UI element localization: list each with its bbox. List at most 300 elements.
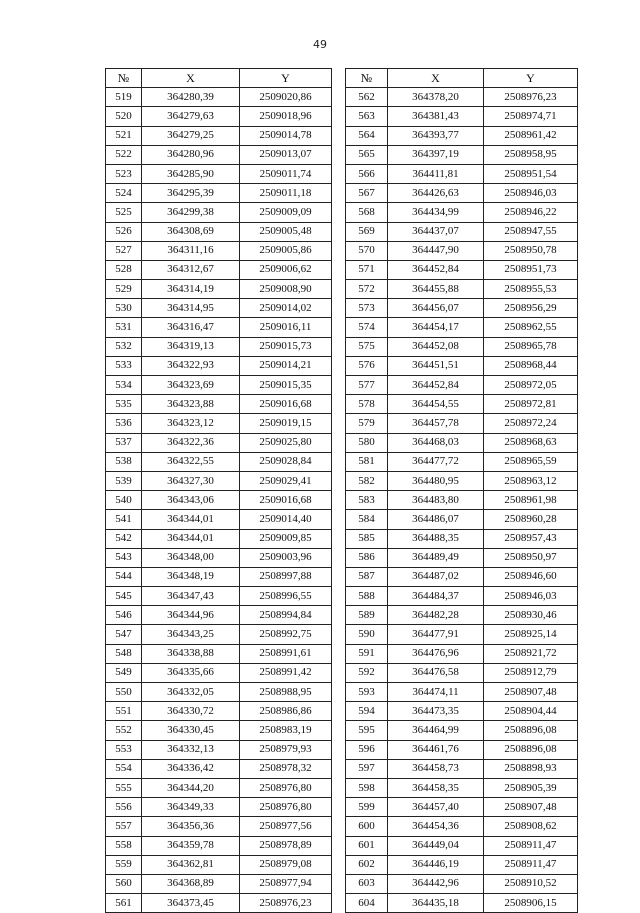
right-y-coordinate: 2508958,95	[484, 145, 578, 164]
left-x-coordinate: 364323,88	[142, 395, 240, 414]
right-point-number: 565	[346, 145, 388, 164]
left-y-coordinate: 2509014,21	[240, 356, 332, 375]
left-y-coordinate: 2509020,86	[240, 88, 332, 107]
right-y-coordinate: 2508925,14	[484, 625, 578, 644]
column-gap	[332, 203, 346, 222]
right-y-coordinate: 2508911,47	[484, 855, 578, 874]
left-y-coordinate: 2509029,41	[240, 471, 332, 490]
right-x-coordinate: 364434,99	[388, 203, 484, 222]
left-y-coordinate: 2508991,61	[240, 644, 332, 663]
right-y-coordinate: 2508965,59	[484, 452, 578, 471]
left-point-number: 530	[106, 299, 142, 318]
left-y-coordinate: 2508983,19	[240, 721, 332, 740]
column-gap	[332, 894, 346, 913]
right-y-coordinate: 2508908,62	[484, 817, 578, 836]
table-row	[106, 798, 578, 817]
left-y-coordinate: 2509014,78	[240, 126, 332, 145]
table-row	[106, 414, 578, 433]
left-x-coordinate: 364336,42	[142, 759, 240, 778]
header-y-right: Y	[484, 69, 578, 88]
table-row	[106, 280, 578, 299]
column-gap	[332, 778, 346, 797]
right-y-coordinate: 2508904,44	[484, 702, 578, 721]
left-point-number: 560	[106, 874, 142, 893]
table-row	[106, 625, 578, 644]
column-gap	[332, 817, 346, 836]
table-row	[106, 299, 578, 318]
right-x-coordinate: 364397,19	[388, 145, 484, 164]
right-x-coordinate: 364477,72	[388, 452, 484, 471]
left-x-coordinate: 364335,66	[142, 663, 240, 682]
right-x-coordinate: 364457,78	[388, 414, 484, 433]
table-row	[106, 874, 578, 893]
column-gap	[332, 260, 346, 279]
left-x-coordinate: 364323,12	[142, 414, 240, 433]
left-y-coordinate: 2509016,68	[240, 395, 332, 414]
table-row	[106, 510, 578, 529]
table-row	[106, 759, 578, 778]
right-point-number: 579	[346, 414, 388, 433]
column-gap	[332, 164, 346, 183]
left-y-coordinate: 2508986,86	[240, 702, 332, 721]
left-point-number: 553	[106, 740, 142, 759]
right-x-coordinate: 364454,17	[388, 318, 484, 337]
left-x-coordinate: 364338,88	[142, 644, 240, 663]
left-y-coordinate: 2509005,48	[240, 222, 332, 241]
table-row	[106, 126, 578, 145]
right-y-coordinate: 2508946,22	[484, 203, 578, 222]
left-y-coordinate: 2508976,80	[240, 778, 332, 797]
table-row	[106, 184, 578, 203]
column-gap	[332, 683, 346, 702]
column-gap	[332, 88, 346, 107]
left-point-number: 556	[106, 798, 142, 817]
left-point-number: 522	[106, 145, 142, 164]
column-gap	[332, 107, 346, 126]
left-x-coordinate: 364332,05	[142, 683, 240, 702]
right-point-number: 604	[346, 894, 388, 913]
right-y-coordinate: 2508950,97	[484, 548, 578, 567]
right-point-number: 586	[346, 548, 388, 567]
right-y-coordinate: 2508907,48	[484, 683, 578, 702]
left-point-number: 558	[106, 836, 142, 855]
right-point-number: 572	[346, 280, 388, 299]
column-gap	[332, 836, 346, 855]
left-x-coordinate: 364316,47	[142, 318, 240, 337]
column-gap	[332, 433, 346, 452]
column-gap	[332, 69, 346, 88]
right-x-coordinate: 364437,07	[388, 222, 484, 241]
left-point-number: 543	[106, 548, 142, 567]
column-gap	[332, 663, 346, 682]
right-y-coordinate: 2508907,48	[484, 798, 578, 817]
column-gap	[332, 625, 346, 644]
left-y-coordinate: 2509028,84	[240, 452, 332, 471]
column-gap	[332, 606, 346, 625]
table-row	[106, 203, 578, 222]
left-point-number: 524	[106, 184, 142, 203]
column-gap	[332, 318, 346, 337]
left-y-coordinate: 2508978,32	[240, 759, 332, 778]
left-point-number: 540	[106, 491, 142, 510]
left-x-coordinate: 364330,72	[142, 702, 240, 721]
header-number-left: №	[106, 69, 142, 88]
right-y-coordinate: 2508957,43	[484, 529, 578, 548]
right-x-coordinate: 364489,49	[388, 548, 484, 567]
column-gap	[332, 798, 346, 817]
right-point-number: 576	[346, 356, 388, 375]
left-x-coordinate: 364299,38	[142, 203, 240, 222]
left-point-number: 539	[106, 471, 142, 490]
right-point-number: 577	[346, 376, 388, 395]
right-y-coordinate: 2508911,47	[484, 836, 578, 855]
right-point-number: 590	[346, 625, 388, 644]
left-point-number: 554	[106, 759, 142, 778]
page-number: 49	[313, 38, 327, 51]
table-body	[106, 88, 578, 913]
left-y-coordinate: 2508996,55	[240, 587, 332, 606]
column-gap	[332, 376, 346, 395]
table-row	[106, 836, 578, 855]
right-x-coordinate: 364482,28	[388, 606, 484, 625]
header-y-left: Y	[240, 69, 332, 88]
right-y-coordinate: 2508955,53	[484, 280, 578, 299]
right-point-number: 600	[346, 817, 388, 836]
left-point-number: 559	[106, 855, 142, 874]
table-row	[106, 356, 578, 375]
left-x-coordinate: 364332,13	[142, 740, 240, 759]
right-x-coordinate: 364476,96	[388, 644, 484, 663]
header-number-right: №	[346, 69, 388, 88]
column-gap	[332, 241, 346, 260]
left-y-coordinate: 2508977,56	[240, 817, 332, 836]
left-y-coordinate: 2509018,96	[240, 107, 332, 126]
column-gap	[332, 452, 346, 471]
left-y-coordinate: 2509008,90	[240, 280, 332, 299]
right-x-coordinate: 364480,95	[388, 471, 484, 490]
left-point-number: 546	[106, 606, 142, 625]
right-y-coordinate: 2508974,71	[484, 107, 578, 126]
right-point-number: 595	[346, 721, 388, 740]
left-point-number: 528	[106, 260, 142, 279]
right-x-coordinate: 364446,19	[388, 855, 484, 874]
right-y-coordinate: 2508946,03	[484, 587, 578, 606]
left-point-number: 544	[106, 567, 142, 586]
left-y-coordinate: 2509009,85	[240, 529, 332, 548]
right-y-coordinate: 2508961,98	[484, 491, 578, 510]
left-x-coordinate: 364279,25	[142, 126, 240, 145]
right-point-number: 583	[346, 491, 388, 510]
left-x-coordinate: 364280,96	[142, 145, 240, 164]
right-point-number: 593	[346, 683, 388, 702]
left-x-coordinate: 364322,36	[142, 433, 240, 452]
right-x-coordinate: 364461,76	[388, 740, 484, 759]
right-x-coordinate: 364452,84	[388, 376, 484, 395]
table-row	[106, 606, 578, 625]
left-point-number: 532	[106, 337, 142, 356]
left-x-coordinate: 364344,20	[142, 778, 240, 797]
left-point-number: 526	[106, 222, 142, 241]
left-point-number: 531	[106, 318, 142, 337]
left-point-number: 542	[106, 529, 142, 548]
right-x-coordinate: 364454,36	[388, 817, 484, 836]
column-gap	[332, 510, 346, 529]
left-point-number: 545	[106, 587, 142, 606]
left-point-number: 550	[106, 683, 142, 702]
left-point-number: 549	[106, 663, 142, 682]
left-point-number: 536	[106, 414, 142, 433]
left-x-coordinate: 364344,01	[142, 529, 240, 548]
left-point-number: 525	[106, 203, 142, 222]
left-x-coordinate: 364348,19	[142, 567, 240, 586]
left-point-number: 521	[106, 126, 142, 145]
right-y-coordinate: 2508946,60	[484, 567, 578, 586]
right-y-coordinate: 2508905,39	[484, 778, 578, 797]
column-gap	[332, 491, 346, 510]
right-point-number: 569	[346, 222, 388, 241]
column-gap	[332, 126, 346, 145]
right-point-number: 563	[346, 107, 388, 126]
right-y-coordinate: 2508896,08	[484, 721, 578, 740]
right-x-coordinate: 364447,90	[388, 241, 484, 260]
right-point-number: 603	[346, 874, 388, 893]
left-point-number: 557	[106, 817, 142, 836]
right-point-number: 601	[346, 836, 388, 855]
left-y-coordinate: 2508992,75	[240, 625, 332, 644]
column-gap	[332, 184, 346, 203]
right-x-coordinate: 364487,02	[388, 567, 484, 586]
column-gap	[332, 337, 346, 356]
left-y-coordinate: 2508976,80	[240, 798, 332, 817]
right-y-coordinate: 2508947,55	[484, 222, 578, 241]
table-row	[106, 894, 578, 913]
right-point-number: 580	[346, 433, 388, 452]
right-point-number: 564	[346, 126, 388, 145]
table-row	[106, 740, 578, 759]
right-x-coordinate: 364442,96	[388, 874, 484, 893]
left-y-coordinate: 2509019,15	[240, 414, 332, 433]
right-point-number: 588	[346, 587, 388, 606]
left-y-coordinate: 2509003,96	[240, 548, 332, 567]
right-point-number: 598	[346, 778, 388, 797]
right-x-coordinate: 364451,51	[388, 356, 484, 375]
table-row	[106, 702, 578, 721]
left-x-coordinate: 364322,55	[142, 452, 240, 471]
right-y-coordinate: 2508960,28	[484, 510, 578, 529]
left-y-coordinate: 2509016,68	[240, 491, 332, 510]
left-point-number: 519	[106, 88, 142, 107]
right-x-coordinate: 364449,04	[388, 836, 484, 855]
right-y-coordinate: 2508896,08	[484, 740, 578, 759]
right-x-coordinate: 364456,07	[388, 299, 484, 318]
left-x-coordinate: 364327,30	[142, 471, 240, 490]
table-row	[106, 491, 578, 510]
right-y-coordinate: 2508956,29	[484, 299, 578, 318]
right-x-coordinate: 364464,99	[388, 721, 484, 740]
table-row	[106, 452, 578, 471]
left-x-coordinate: 364348,00	[142, 548, 240, 567]
table-row	[106, 529, 578, 548]
right-point-number: 596	[346, 740, 388, 759]
right-point-number: 589	[346, 606, 388, 625]
left-x-coordinate: 364311,16	[142, 241, 240, 260]
column-gap	[332, 356, 346, 375]
right-y-coordinate: 2508910,52	[484, 874, 578, 893]
right-y-coordinate: 2508963,12	[484, 471, 578, 490]
right-y-coordinate: 2508968,44	[484, 356, 578, 375]
left-y-coordinate: 2509015,35	[240, 376, 332, 395]
table-row	[106, 376, 578, 395]
left-x-coordinate: 364312,67	[142, 260, 240, 279]
right-y-coordinate: 2508968,63	[484, 433, 578, 452]
right-x-coordinate: 364454,55	[388, 395, 484, 414]
right-x-coordinate: 364378,20	[388, 88, 484, 107]
right-x-coordinate: 364435,18	[388, 894, 484, 913]
right-x-coordinate: 364468,03	[388, 433, 484, 452]
left-y-coordinate: 2509006,62	[240, 260, 332, 279]
right-x-coordinate: 364426,63	[388, 184, 484, 203]
left-y-coordinate: 2509014,40	[240, 510, 332, 529]
right-x-coordinate: 364477,91	[388, 625, 484, 644]
table-row	[106, 433, 578, 452]
left-point-number: 534	[106, 376, 142, 395]
right-point-number: 568	[346, 203, 388, 222]
table-row	[106, 260, 578, 279]
right-x-coordinate: 364486,07	[388, 510, 484, 529]
left-y-coordinate: 2508988,95	[240, 683, 332, 702]
right-x-coordinate: 364393,77	[388, 126, 484, 145]
table-row	[106, 817, 578, 836]
left-x-coordinate: 364362,81	[142, 855, 240, 874]
table-row	[106, 88, 578, 107]
left-x-coordinate: 364314,95	[142, 299, 240, 318]
right-x-coordinate: 364473,35	[388, 702, 484, 721]
left-y-coordinate: 2508991,42	[240, 663, 332, 682]
left-x-coordinate: 364314,19	[142, 280, 240, 299]
left-x-coordinate: 364359,78	[142, 836, 240, 855]
table-row	[106, 548, 578, 567]
left-y-coordinate: 2508976,23	[240, 894, 332, 913]
right-point-number: 599	[346, 798, 388, 817]
table-row	[106, 855, 578, 874]
right-point-number: 591	[346, 644, 388, 663]
left-point-number: 561	[106, 894, 142, 913]
right-point-number: 578	[346, 395, 388, 414]
left-point-number: 538	[106, 452, 142, 471]
right-point-number: 573	[346, 299, 388, 318]
coordinates-table	[105, 68, 578, 913]
left-x-coordinate: 364344,96	[142, 606, 240, 625]
right-y-coordinate: 2508906,15	[484, 894, 578, 913]
left-x-coordinate: 364368,89	[142, 874, 240, 893]
table-row	[106, 778, 578, 797]
right-x-coordinate: 364474,11	[388, 683, 484, 702]
left-y-coordinate: 2508979,08	[240, 855, 332, 874]
table-header-row	[106, 69, 578, 88]
right-x-coordinate: 364381,43	[388, 107, 484, 126]
left-x-coordinate: 364322,93	[142, 356, 240, 375]
left-y-coordinate: 2508979,93	[240, 740, 332, 759]
table-row	[106, 395, 578, 414]
right-point-number: 581	[346, 452, 388, 471]
table-row	[106, 337, 578, 356]
table-row	[106, 318, 578, 337]
header-x-left: X	[142, 69, 240, 88]
left-x-coordinate: 364279,63	[142, 107, 240, 126]
column-gap	[332, 222, 346, 241]
right-y-coordinate: 2508972,24	[484, 414, 578, 433]
right-point-number: 582	[346, 471, 388, 490]
right-y-coordinate: 2508976,23	[484, 88, 578, 107]
right-x-coordinate: 364458,73	[388, 759, 484, 778]
left-point-number: 523	[106, 164, 142, 183]
left-y-coordinate: 2509025,80	[240, 433, 332, 452]
left-y-coordinate: 2508997,88	[240, 567, 332, 586]
left-y-coordinate: 2508977,94	[240, 874, 332, 893]
left-x-coordinate: 364347,43	[142, 587, 240, 606]
right-y-coordinate: 2508972,05	[484, 376, 578, 395]
left-y-coordinate: 2509015,73	[240, 337, 332, 356]
column-gap	[332, 874, 346, 893]
right-x-coordinate: 364483,80	[388, 491, 484, 510]
column-gap	[332, 740, 346, 759]
right-x-coordinate: 364476,58	[388, 663, 484, 682]
table-row	[106, 107, 578, 126]
right-point-number: 567	[346, 184, 388, 203]
right-y-coordinate: 2508961,42	[484, 126, 578, 145]
right-y-coordinate: 2508965,78	[484, 337, 578, 356]
right-point-number: 571	[346, 260, 388, 279]
right-x-coordinate: 364411,81	[388, 164, 484, 183]
right-x-coordinate: 364488,35	[388, 529, 484, 548]
column-gap	[332, 587, 346, 606]
right-y-coordinate: 2508962,55	[484, 318, 578, 337]
right-point-number: 585	[346, 529, 388, 548]
left-y-coordinate: 2508978,89	[240, 836, 332, 855]
left-point-number: 537	[106, 433, 142, 452]
left-x-coordinate: 364356,36	[142, 817, 240, 836]
left-point-number: 551	[106, 702, 142, 721]
left-x-coordinate: 364295,39	[142, 184, 240, 203]
left-x-coordinate: 364308,69	[142, 222, 240, 241]
left-x-coordinate: 364343,06	[142, 491, 240, 510]
right-x-coordinate: 364452,84	[388, 260, 484, 279]
right-point-number: 584	[346, 510, 388, 529]
column-gap	[332, 529, 346, 548]
column-gap	[332, 702, 346, 721]
left-y-coordinate: 2509009,09	[240, 203, 332, 222]
right-point-number: 597	[346, 759, 388, 778]
column-gap	[332, 299, 346, 318]
left-y-coordinate: 2509005,86	[240, 241, 332, 260]
right-x-coordinate: 364452,08	[388, 337, 484, 356]
left-x-coordinate: 364349,33	[142, 798, 240, 817]
column-gap	[332, 548, 346, 567]
right-y-coordinate: 2508951,54	[484, 164, 578, 183]
header-x-right: X	[388, 69, 484, 88]
table-row	[106, 471, 578, 490]
table-row	[106, 721, 578, 740]
left-x-coordinate: 364373,45	[142, 894, 240, 913]
left-x-coordinate: 364323,69	[142, 376, 240, 395]
right-y-coordinate: 2508930,46	[484, 606, 578, 625]
table-row	[106, 683, 578, 702]
table-row	[106, 164, 578, 183]
right-y-coordinate: 2508946,03	[484, 184, 578, 203]
column-gap	[332, 145, 346, 164]
left-point-number: 541	[106, 510, 142, 529]
right-y-coordinate: 2508972,81	[484, 395, 578, 414]
